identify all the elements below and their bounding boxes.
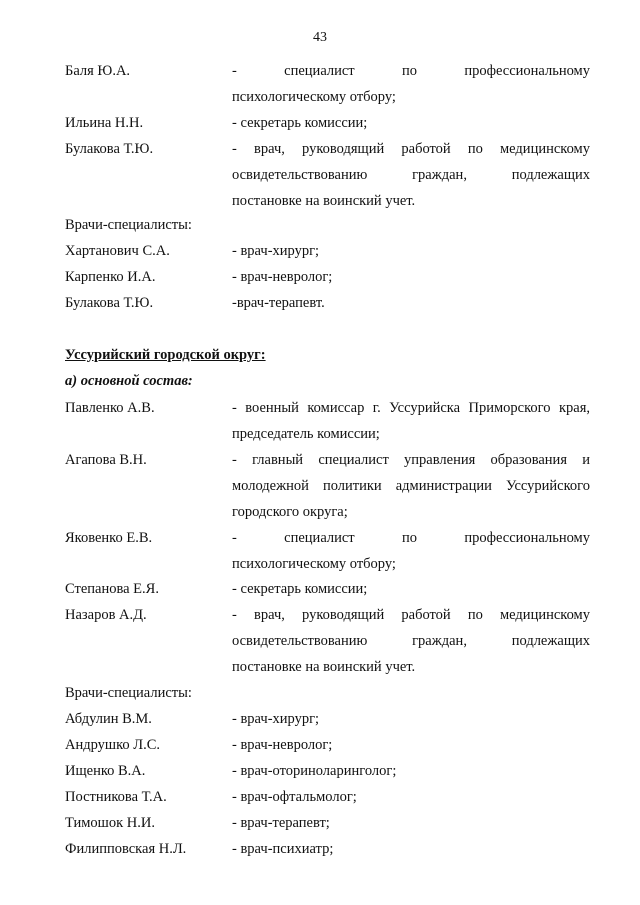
specialists-label: Врачи-специалисты: — [65, 217, 192, 233]
specialist-name: Филипповская Н.Л. — [65, 841, 187, 857]
specialist-role: - врач-оториноларинголог; — [232, 763, 397, 779]
member-row — [65, 58, 590, 110]
member-role — [232, 447, 590, 525]
specialist-name: Постникова Т.А. — [65, 789, 167, 805]
specialist-role: - врач-терапевт; — [232, 815, 330, 831]
role-line: психологическому отбору; — [232, 89, 396, 105]
member-name: Павленко А.В. — [65, 400, 155, 416]
specialist-name: Карпенко И.А. — [65, 269, 156, 285]
specialist-row — [65, 290, 590, 316]
role-line: - военный комиссар г. Уссурийска Приморского края, — [232, 400, 590, 416]
member-row — [65, 136, 590, 214]
role-line: освидетельствованию граждан, подлежащих — [232, 167, 590, 183]
member-row — [65, 395, 590, 447]
specialist-name: Ищенко В.А. — [65, 763, 146, 779]
member-name: Яковенко Е.В. — [65, 530, 153, 546]
specialist-row — [65, 706, 590, 732]
role-line: - секретарь комиссии; — [232, 115, 368, 131]
member-name: Ильина Н.Н. — [65, 115, 144, 131]
member-row — [65, 447, 590, 525]
member-row — [65, 110, 590, 136]
specialist-name: Хартанович С.А. — [65, 243, 170, 259]
member-role — [232, 525, 590, 577]
specialist-row — [65, 732, 590, 758]
specialist-name: Тимошок Н.И. — [65, 815, 155, 831]
member-name: Баля Ю.А. — [65, 63, 131, 79]
specialist-row — [65, 758, 590, 784]
member-name: Степанова Е.Я. — [65, 581, 159, 597]
member-role — [232, 602, 590, 680]
specialist-role: - врач-хирург; — [232, 243, 320, 259]
role-line: председатель комиссии; — [232, 426, 380, 442]
specialist-row — [65, 264, 590, 290]
role-line: постановке на воинский учет. — [232, 659, 416, 675]
role-line: молодежной политики администрации Уссурийского — [232, 478, 590, 494]
role-line: психологическому отбору; — [232, 556, 396, 572]
specialist-role: -врач-терапевт. — [232, 295, 325, 311]
member-name: Агапова В.Н. — [65, 452, 147, 468]
role-line: постановке на воинский учет. — [232, 193, 416, 209]
specialist-name: Абдулин В.М. — [65, 711, 152, 727]
specialist-row — [65, 836, 590, 862]
member-role — [232, 395, 590, 447]
member-role — [232, 58, 590, 110]
section-subheading: а) основной состав: — [65, 373, 193, 389]
member-row — [65, 602, 590, 680]
role-line: освидетельствованию граждан, подлежащих — [232, 633, 590, 649]
specialist-role: - врач-невролог; — [232, 269, 333, 285]
specialist-role: - врач-офтальмолог; — [232, 789, 357, 805]
specialist-row — [65, 784, 590, 810]
member-name: Булакова Т.Ю. — [65, 141, 154, 157]
role-line: - врач, руководящий работой по медицинскому — [232, 607, 590, 623]
specialist-role: - врач-невролог; — [232, 737, 333, 753]
role-line: - главный специалист управления образования и — [232, 452, 590, 468]
role-line: городского округа; — [232, 504, 348, 520]
specialist-row — [65, 238, 590, 264]
role-line: - специалист по профессиональному — [232, 530, 590, 546]
specialist-role: - врач-психиатр; — [232, 841, 334, 857]
role-line: - врач, руководящий работой по медицинскому — [232, 141, 590, 157]
page-number: 43 — [313, 30, 327, 45]
member-role — [232, 136, 590, 214]
specialist-role: - врач-хирург; — [232, 711, 320, 727]
section-heading: Уссурийский городской округ: — [65, 347, 266, 363]
member-row — [65, 576, 590, 602]
member-role — [232, 576, 590, 602]
specialist-row — [65, 810, 590, 836]
member-row — [65, 525, 590, 577]
role-line: - специалист по профессиональному — [232, 63, 590, 79]
specialist-name: Андрушко Л.С. — [65, 737, 161, 753]
specialist-name: Булакова Т.Ю. — [65, 295, 154, 311]
specialists-label: Врачи-специалисты: — [65, 685, 192, 701]
role-line: - секретарь комиссии; — [232, 581, 368, 597]
member-role — [232, 110, 590, 136]
member-name: Назаров А.Д. — [65, 607, 147, 623]
